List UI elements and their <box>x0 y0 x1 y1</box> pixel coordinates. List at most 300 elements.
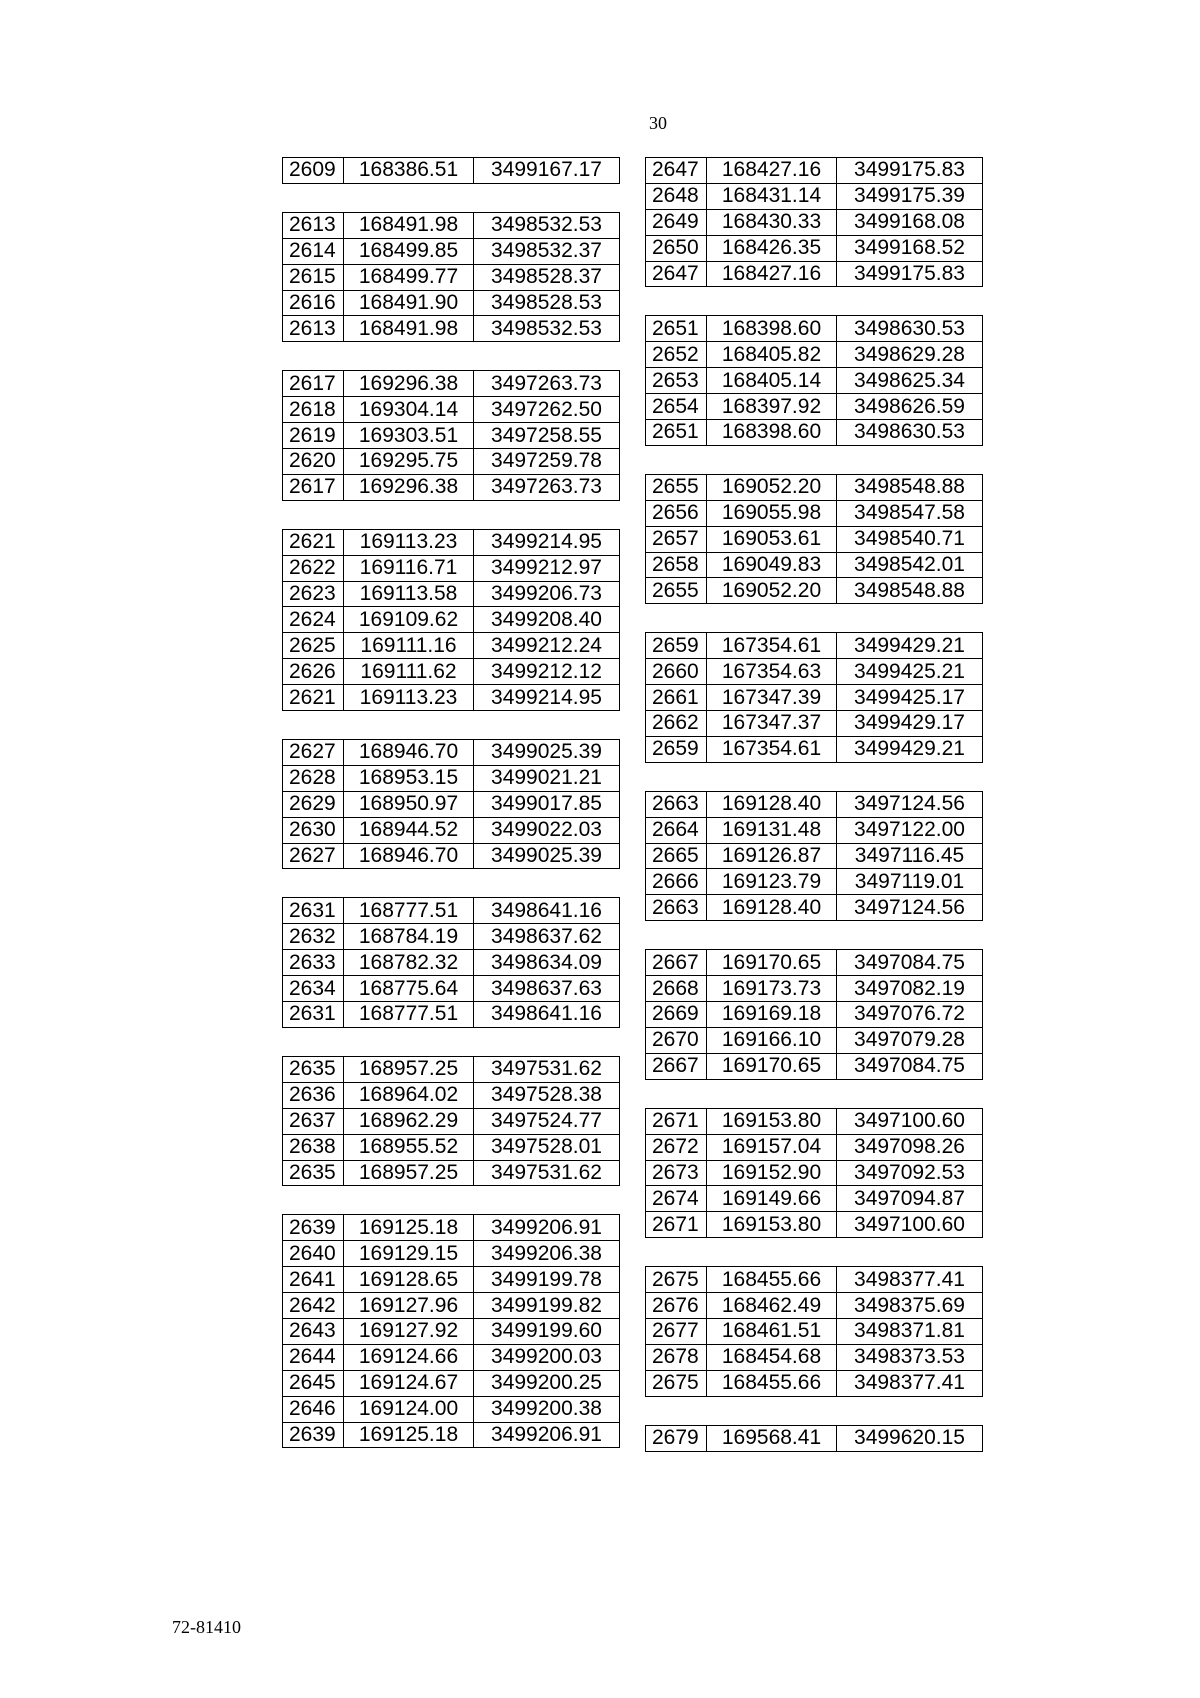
table-row <box>283 212 620 238</box>
x-coordinate-cell: 169113.23 <box>344 685 474 711</box>
point-id-cell: 2671 <box>646 1108 707 1134</box>
x-coordinate-cell: 168957.25 <box>344 1160 474 1186</box>
point-id-cell: 2655 <box>646 474 707 500</box>
point-id-cell: 2621 <box>283 685 344 711</box>
point-id-cell: 2663 <box>646 791 707 817</box>
table-row <box>283 1241 620 1267</box>
y-coordinate-cell: 3497531.62 <box>474 1160 620 1186</box>
table-row <box>283 1215 620 1241</box>
point-id-cell: 2633 <box>283 950 344 976</box>
block-gap <box>645 921 983 949</box>
table-row <box>283 976 620 1002</box>
x-coordinate-cell: 168431.14 <box>707 183 837 209</box>
point-id-cell: 2632 <box>283 924 344 950</box>
y-coordinate-cell: 3497259.78 <box>474 449 620 475</box>
x-coordinate-cell: 168953.15 <box>344 765 474 791</box>
point-id-cell: 2631 <box>283 898 344 924</box>
table-row <box>283 238 620 264</box>
y-coordinate-cell: 3499021.21 <box>474 765 620 791</box>
table-row <box>283 843 620 869</box>
y-coordinate-cell: 3498630.53 <box>837 420 983 446</box>
y-coordinate-cell: 3499175.39 <box>837 183 983 209</box>
block-gap <box>282 184 620 212</box>
x-coordinate-cell: 169123.79 <box>707 869 837 895</box>
y-coordinate-cell: 3497262.50 <box>474 397 620 423</box>
point-id-cell: 2668 <box>646 976 707 1002</box>
y-coordinate-cell: 3499168.52 <box>837 235 983 261</box>
coordinate-table <box>282 529 620 711</box>
x-coordinate-cell: 169131.48 <box>707 817 837 843</box>
block-gap <box>282 1186 620 1214</box>
y-coordinate-cell: 3499200.03 <box>474 1344 620 1370</box>
table-row <box>283 581 620 607</box>
table-row <box>646 342 983 368</box>
y-coordinate-cell: 3498540.71 <box>837 526 983 552</box>
x-coordinate-cell: 169296.38 <box>344 474 474 500</box>
x-coordinate-cell: 169113.23 <box>344 529 474 555</box>
point-id-cell: 2665 <box>646 843 707 869</box>
point-id-cell: 2653 <box>646 368 707 394</box>
point-id-cell: 2679 <box>646 1425 707 1451</box>
y-coordinate-cell: 3497263.73 <box>474 371 620 397</box>
page-number: 30 <box>649 113 667 133</box>
table-row <box>646 183 983 209</box>
table-row <box>283 817 620 843</box>
x-coordinate-cell: 169052.20 <box>707 578 837 604</box>
point-id-cell: 2661 <box>646 685 707 711</box>
point-id-cell: 2675 <box>646 1370 707 1396</box>
table-row <box>283 659 620 685</box>
point-id-cell: 2624 <box>283 607 344 633</box>
table-row <box>283 397 620 423</box>
x-coordinate-cell: 168950.97 <box>344 791 474 817</box>
x-coordinate-cell: 168946.70 <box>344 740 474 766</box>
point-id-cell: 2647 <box>646 261 707 287</box>
table-row <box>283 474 620 500</box>
y-coordinate-cell: 3498548.88 <box>837 474 983 500</box>
x-coordinate-cell: 168405.14 <box>707 368 837 394</box>
x-coordinate-cell: 169111.62 <box>344 659 474 685</box>
table-row <box>283 316 620 342</box>
y-coordinate-cell: 3498532.53 <box>474 212 620 238</box>
coordinate-table <box>645 1108 983 1238</box>
x-coordinate-cell: 168491.98 <box>344 316 474 342</box>
y-coordinate-cell: 3497084.75 <box>837 950 983 976</box>
coordinate-table <box>282 1214 620 1448</box>
block-gap <box>282 711 620 739</box>
y-coordinate-cell: 3499025.39 <box>474 740 620 766</box>
table-row <box>646 1160 983 1186</box>
point-id-cell: 2618 <box>283 397 344 423</box>
x-coordinate-cell: 168405.82 <box>707 342 837 368</box>
point-id-cell: 2675 <box>646 1267 707 1293</box>
table-row <box>646 791 983 817</box>
x-coordinate-cell: 168426.35 <box>707 235 837 261</box>
y-coordinate-cell: 3499175.83 <box>837 261 983 287</box>
table-row <box>283 1370 620 1396</box>
x-coordinate-cell: 169109.62 <box>344 607 474 633</box>
y-coordinate-cell: 3497124.56 <box>837 791 983 817</box>
x-coordinate-cell: 169128.65 <box>344 1267 474 1293</box>
x-coordinate-cell: 168957.25 <box>344 1056 474 1082</box>
point-id-cell: 2619 <box>283 423 344 449</box>
point-id-cell: 2617 <box>283 474 344 500</box>
point-id-cell: 2648 <box>646 183 707 209</box>
x-coordinate-cell: 169125.18 <box>344 1215 474 1241</box>
point-id-cell: 2652 <box>646 342 707 368</box>
point-id-cell: 2623 <box>283 581 344 607</box>
y-coordinate-cell: 3499199.60 <box>474 1318 620 1344</box>
y-coordinate-cell: 3499168.08 <box>837 209 983 235</box>
coordinate-table <box>282 897 620 1027</box>
x-coordinate-cell: 167347.37 <box>707 711 837 737</box>
table-row <box>283 529 620 555</box>
table-row <box>646 316 983 342</box>
table-row <box>283 685 620 711</box>
point-id-cell: 2659 <box>646 736 707 762</box>
table-row <box>646 500 983 526</box>
point-id-cell: 2642 <box>283 1293 344 1319</box>
coordinate-table <box>645 1266 983 1396</box>
block-gap <box>645 446 983 474</box>
table-row <box>646 1134 983 1160</box>
x-coordinate-cell: 169053.61 <box>707 526 837 552</box>
x-coordinate-cell: 169303.51 <box>344 423 474 449</box>
point-id-cell: 2639 <box>283 1422 344 1448</box>
table-row <box>283 158 620 184</box>
x-coordinate-cell: 168427.16 <box>707 261 837 287</box>
point-id-cell: 2617 <box>283 371 344 397</box>
x-coordinate-cell: 169152.90 <box>707 1160 837 1186</box>
table-row <box>646 817 983 843</box>
table-row <box>646 685 983 711</box>
point-id-cell: 2621 <box>283 529 344 555</box>
x-coordinate-cell: 169129.15 <box>344 1241 474 1267</box>
table-row <box>646 1108 983 1134</box>
x-coordinate-cell: 169111.16 <box>344 633 474 659</box>
y-coordinate-cell: 3498377.41 <box>837 1370 983 1396</box>
x-coordinate-cell: 168944.52 <box>344 817 474 843</box>
point-id-cell: 2628 <box>283 765 344 791</box>
x-coordinate-cell: 168782.32 <box>344 950 474 976</box>
coordinate-table <box>645 1425 983 1452</box>
point-id-cell: 2609 <box>283 158 344 184</box>
y-coordinate-cell: 3498528.53 <box>474 290 620 316</box>
block-gap <box>645 763 983 791</box>
x-coordinate-cell: 169127.92 <box>344 1318 474 1344</box>
block-gap <box>282 501 620 529</box>
x-coordinate-cell: 167354.61 <box>707 736 837 762</box>
x-coordinate-cell: 169173.73 <box>707 976 837 1002</box>
point-id-cell: 2634 <box>283 976 344 1002</box>
y-coordinate-cell: 3499175.83 <box>837 158 983 184</box>
footer-document-code: 72-81410 <box>172 1617 241 1637</box>
y-coordinate-cell: 3498637.62 <box>474 924 620 950</box>
x-coordinate-cell: 168784.19 <box>344 924 474 950</box>
table-row <box>283 1396 620 1422</box>
table-row <box>646 1212 983 1238</box>
table-row <box>646 235 983 261</box>
point-id-cell: 2676 <box>646 1293 707 1319</box>
x-coordinate-cell: 169296.38 <box>344 371 474 397</box>
block-gap <box>645 287 983 315</box>
table-row <box>283 898 620 924</box>
point-id-cell: 2638 <box>283 1134 344 1160</box>
table-row <box>646 1425 983 1451</box>
block-gap <box>645 1238 983 1266</box>
y-coordinate-cell: 3498641.16 <box>474 1002 620 1028</box>
x-coordinate-cell: 169124.67 <box>344 1370 474 1396</box>
y-coordinate-cell: 3498625.34 <box>837 368 983 394</box>
coordinate-table <box>645 632 983 762</box>
x-coordinate-cell: 168455.66 <box>707 1370 837 1396</box>
point-id-cell: 2669 <box>646 1002 707 1028</box>
coordinate-table <box>645 474 983 604</box>
y-coordinate-cell: 3498371.81 <box>837 1318 983 1344</box>
point-id-cell: 2674 <box>646 1186 707 1212</box>
point-id-cell: 2620 <box>283 449 344 475</box>
x-coordinate-cell: 168398.60 <box>707 316 837 342</box>
point-id-cell: 2657 <box>646 526 707 552</box>
x-coordinate-cell: 168962.29 <box>344 1108 474 1134</box>
table-row <box>646 659 983 685</box>
point-id-cell: 2636 <box>283 1082 344 1108</box>
x-coordinate-cell: 167354.61 <box>707 633 837 659</box>
y-coordinate-cell: 3498375.69 <box>837 1293 983 1319</box>
table-row <box>283 449 620 475</box>
table-row <box>646 1186 983 1212</box>
point-id-cell: 2677 <box>646 1318 707 1344</box>
table-row <box>646 895 983 921</box>
table-row <box>283 264 620 290</box>
x-coordinate-cell: 168491.98 <box>344 212 474 238</box>
point-id-cell: 2625 <box>283 633 344 659</box>
x-coordinate-cell: 167347.39 <box>707 685 837 711</box>
point-id-cell: 2640 <box>283 1241 344 1267</box>
coordinate-table <box>282 157 620 184</box>
point-id-cell: 2637 <box>283 1108 344 1134</box>
x-coordinate-cell: 168955.52 <box>344 1134 474 1160</box>
point-id-cell: 2658 <box>646 552 707 578</box>
x-coordinate-cell: 169149.66 <box>707 1186 837 1212</box>
y-coordinate-cell: 3497094.87 <box>837 1186 983 1212</box>
y-coordinate-cell: 3499212.12 <box>474 659 620 685</box>
table-row <box>283 950 620 976</box>
table-row <box>283 1318 620 1344</box>
y-coordinate-cell: 3497531.62 <box>474 1056 620 1082</box>
table-row <box>646 420 983 446</box>
y-coordinate-cell: 3497079.28 <box>837 1027 983 1053</box>
y-coordinate-cell: 3497076.72 <box>837 1002 983 1028</box>
x-coordinate-cell: 169304.14 <box>344 397 474 423</box>
y-coordinate-cell: 3499429.21 <box>837 633 983 659</box>
x-coordinate-cell: 168946.70 <box>344 843 474 869</box>
y-coordinate-cell: 3498637.63 <box>474 976 620 1002</box>
y-coordinate-cell: 3498641.16 <box>474 898 620 924</box>
point-id-cell: 2649 <box>646 209 707 235</box>
y-coordinate-cell: 3497116.45 <box>837 843 983 869</box>
block-gap <box>282 869 620 897</box>
y-coordinate-cell: 3499214.95 <box>474 685 620 711</box>
x-coordinate-cell: 169568.41 <box>707 1425 837 1451</box>
table-row <box>646 1002 983 1028</box>
y-coordinate-cell: 3499425.17 <box>837 685 983 711</box>
point-id-cell: 2672 <box>646 1134 707 1160</box>
table-row <box>283 765 620 791</box>
y-coordinate-cell: 3499429.21 <box>837 736 983 762</box>
x-coordinate-cell: 168430.33 <box>707 209 837 235</box>
y-coordinate-cell: 3497528.01 <box>474 1134 620 1160</box>
table-row <box>283 290 620 316</box>
table-row <box>283 1056 620 1082</box>
coordinate-table <box>282 212 620 342</box>
point-id-cell: 2671 <box>646 1212 707 1238</box>
table-row <box>283 423 620 449</box>
y-coordinate-cell: 3499620.15 <box>837 1425 983 1451</box>
table-row <box>646 209 983 235</box>
table-row <box>283 1267 620 1293</box>
point-id-cell: 2615 <box>283 264 344 290</box>
y-coordinate-cell: 3497524.77 <box>474 1108 620 1134</box>
y-coordinate-cell: 3497124.56 <box>837 895 983 921</box>
point-id-cell: 2651 <box>646 420 707 446</box>
point-id-cell: 2646 <box>283 1396 344 1422</box>
x-coordinate-cell: 169116.71 <box>344 555 474 581</box>
block-gap <box>645 1080 983 1108</box>
x-coordinate-cell: 169126.87 <box>707 843 837 869</box>
point-id-cell: 2614 <box>283 238 344 264</box>
point-id-cell: 2635 <box>283 1056 344 1082</box>
y-coordinate-cell: 3497528.38 <box>474 1082 620 1108</box>
y-coordinate-cell: 3499199.78 <box>474 1267 620 1293</box>
point-id-cell: 2666 <box>646 869 707 895</box>
point-id-cell: 2667 <box>646 1053 707 1079</box>
table-row <box>646 394 983 420</box>
point-id-cell: 2651 <box>646 316 707 342</box>
y-coordinate-cell: 3498373.53 <box>837 1344 983 1370</box>
x-coordinate-cell: 169169.18 <box>707 1002 837 1028</box>
x-coordinate-cell: 168499.85 <box>344 238 474 264</box>
point-id-cell: 2664 <box>646 817 707 843</box>
point-id-cell: 2631 <box>283 1002 344 1028</box>
table-row <box>646 1370 983 1396</box>
point-id-cell: 2643 <box>283 1318 344 1344</box>
point-id-cell: 2662 <box>646 711 707 737</box>
y-coordinate-cell: 3497084.75 <box>837 1053 983 1079</box>
y-coordinate-cell: 3499200.25 <box>474 1370 620 1396</box>
table-row <box>283 1108 620 1134</box>
x-coordinate-cell: 169125.18 <box>344 1422 474 1448</box>
point-id-cell: 2627 <box>283 740 344 766</box>
y-coordinate-cell: 3499167.17 <box>474 158 620 184</box>
x-coordinate-cell: 168454.68 <box>707 1344 837 1370</box>
table-row <box>283 1160 620 1186</box>
left-coordinate-column <box>282 157 620 1448</box>
x-coordinate-cell: 168427.16 <box>707 158 837 184</box>
y-coordinate-cell: 3499212.97 <box>474 555 620 581</box>
x-coordinate-cell: 169153.80 <box>707 1108 837 1134</box>
table-row <box>283 1082 620 1108</box>
x-coordinate-cell: 167354.63 <box>707 659 837 685</box>
y-coordinate-cell: 3497122.00 <box>837 817 983 843</box>
block-gap <box>282 342 620 370</box>
y-coordinate-cell: 3499200.38 <box>474 1396 620 1422</box>
coordinate-table <box>282 1056 620 1186</box>
table-row <box>646 1293 983 1319</box>
point-id-cell: 2655 <box>646 578 707 604</box>
table-row <box>283 607 620 633</box>
y-coordinate-cell: 3499206.91 <box>474 1215 620 1241</box>
point-id-cell: 2644 <box>283 1344 344 1370</box>
table-row <box>283 1002 620 1028</box>
right-coordinate-column <box>645 157 983 1452</box>
table-row <box>646 368 983 394</box>
point-id-cell: 2627 <box>283 843 344 869</box>
point-id-cell: 2630 <box>283 817 344 843</box>
y-coordinate-cell: 3499212.24 <box>474 633 620 659</box>
table-row <box>283 555 620 581</box>
y-coordinate-cell: 3499206.91 <box>474 1422 620 1448</box>
x-coordinate-cell: 168777.51 <box>344 898 474 924</box>
point-id-cell: 2660 <box>646 659 707 685</box>
table-row <box>646 1344 983 1370</box>
x-coordinate-cell: 169157.04 <box>707 1134 837 1160</box>
x-coordinate-cell: 169128.40 <box>707 895 837 921</box>
point-id-cell: 2626 <box>283 659 344 685</box>
point-id-cell: 2613 <box>283 316 344 342</box>
table-row <box>646 474 983 500</box>
table-row <box>283 1422 620 1448</box>
x-coordinate-cell: 168462.49 <box>707 1293 837 1319</box>
table-row <box>646 1318 983 1344</box>
y-coordinate-cell: 3498547.58 <box>837 500 983 526</box>
block-gap <box>645 604 983 632</box>
y-coordinate-cell: 3499206.73 <box>474 581 620 607</box>
y-coordinate-cell: 3498377.41 <box>837 1267 983 1293</box>
x-coordinate-cell: 168491.90 <box>344 290 474 316</box>
y-coordinate-cell: 3497119.01 <box>837 869 983 895</box>
table-row <box>646 736 983 762</box>
y-coordinate-cell: 3497263.73 <box>474 474 620 500</box>
point-id-cell: 2673 <box>646 1160 707 1186</box>
x-coordinate-cell: 168499.77 <box>344 264 474 290</box>
x-coordinate-cell: 169128.40 <box>707 791 837 817</box>
y-coordinate-cell: 3499025.39 <box>474 843 620 869</box>
table-row <box>646 976 983 1002</box>
point-id-cell: 2650 <box>646 235 707 261</box>
x-coordinate-cell: 169113.58 <box>344 581 474 607</box>
y-coordinate-cell: 3498532.37 <box>474 238 620 264</box>
table-row <box>646 526 983 552</box>
x-coordinate-cell: 168461.51 <box>707 1318 837 1344</box>
y-coordinate-cell: 3498630.53 <box>837 316 983 342</box>
y-coordinate-cell: 3499429.17 <box>837 711 983 737</box>
x-coordinate-cell: 168455.66 <box>707 1267 837 1293</box>
x-coordinate-cell: 169170.65 <box>707 950 837 976</box>
table-row <box>283 740 620 766</box>
x-coordinate-cell: 169170.65 <box>707 1053 837 1079</box>
x-coordinate-cell: 169124.00 <box>344 1396 474 1422</box>
y-coordinate-cell: 3498532.53 <box>474 316 620 342</box>
table-row <box>646 1053 983 1079</box>
coordinate-table <box>645 949 983 1079</box>
y-coordinate-cell: 3498629.28 <box>837 342 983 368</box>
y-coordinate-cell: 3499214.95 <box>474 529 620 555</box>
point-id-cell: 2622 <box>283 555 344 581</box>
table-row <box>646 950 983 976</box>
table-row <box>283 1344 620 1370</box>
point-id-cell: 2656 <box>646 500 707 526</box>
